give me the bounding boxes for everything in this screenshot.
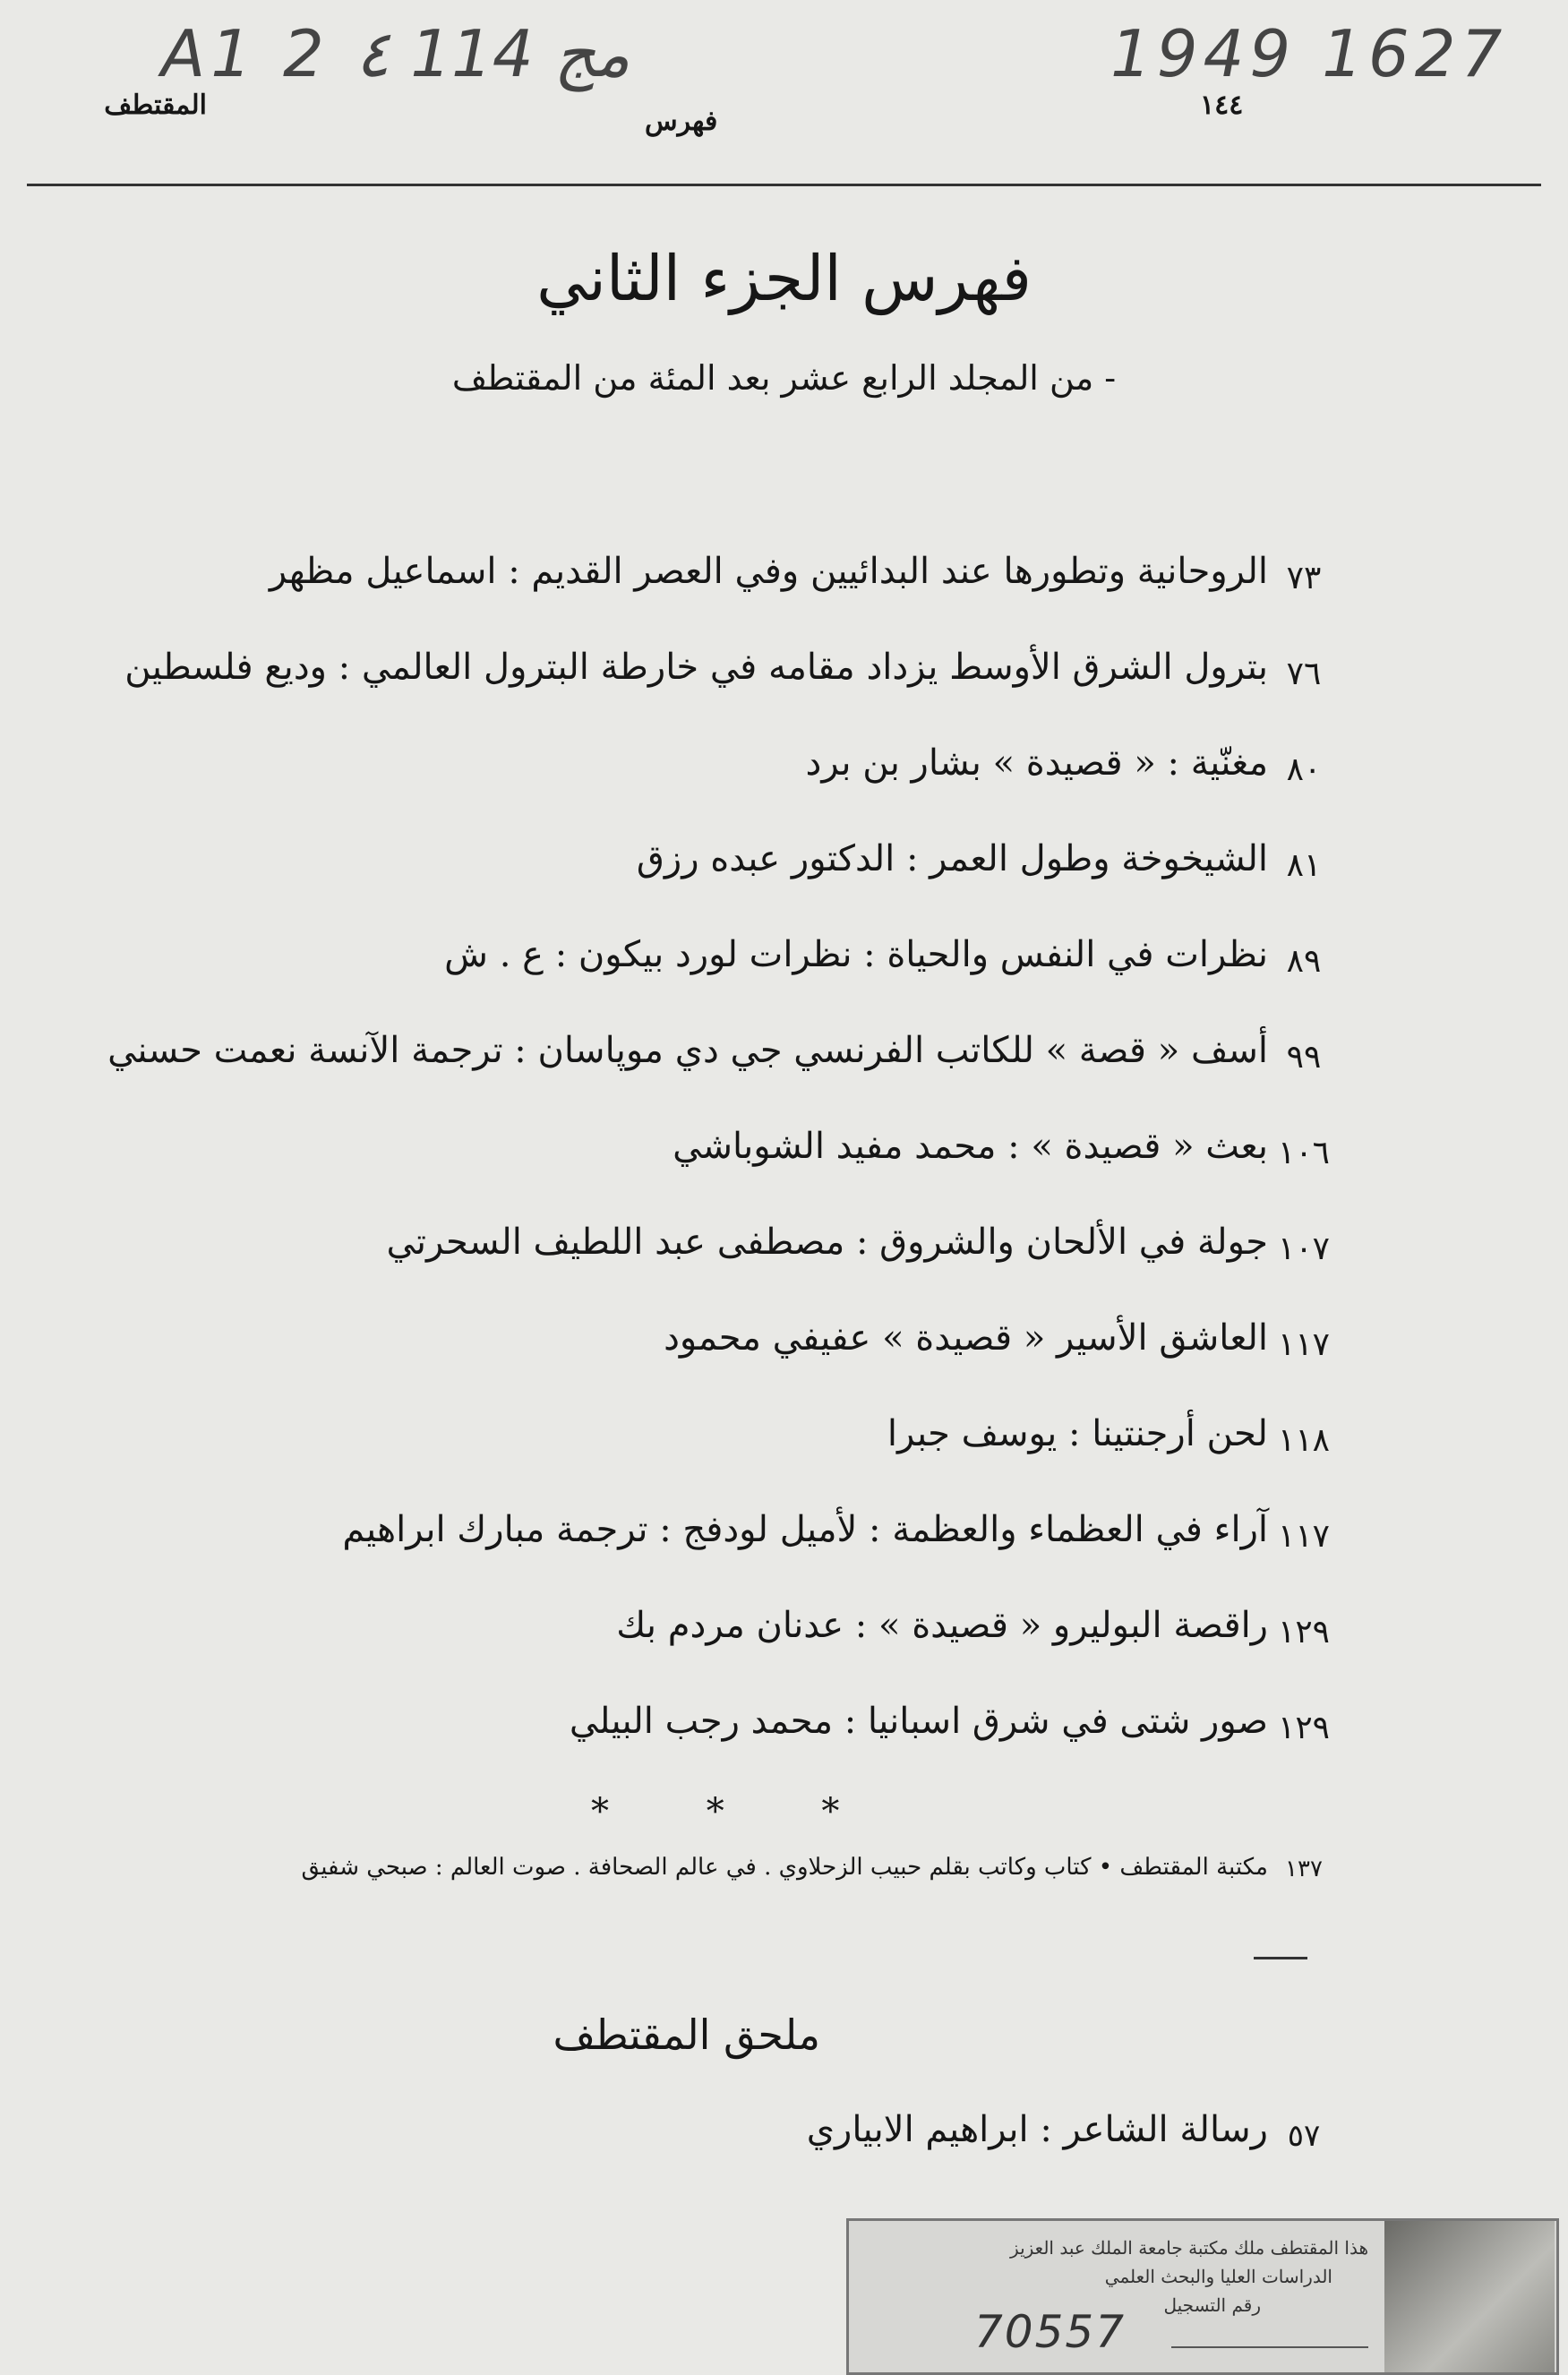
running-header-page-number: ١٤٤ [1200,90,1244,121]
toc-page-number: ١١٨ [1277,1422,1330,1459]
separator-dash [1254,1957,1307,1959]
toc-page-number: ٨٩ [1286,943,1322,980]
toc-entry [36,742,1568,838]
toc-page-number: ١٠٧ [1277,1230,1330,1267]
toc-entry-title: آراء في العظماء والعظمة : لأميل لودفج : ترجمة مبارك ابراهيم [342,1509,1268,1550]
toc-entry [36,1030,1568,1126]
library-stamp [846,2218,1559,2375]
toc-entry-title: مكتبة المقتطف • كتاب وكاتب بقلم حبيب الزحلاوي . في عالم الصحافة . صوت العالم : صبحي شفيق [301,1854,1268,1881]
toc-entry-title: العاشق الأسير « قصيدة » عفيفي محمود [664,1317,1268,1359]
toc-entry [36,647,1568,742]
table-of-contents [36,551,1568,1796]
toc-entry-title: الشيخوخة وطول العمر : الدكتور عبده رزق [636,838,1268,879]
toc-entry [36,1509,1568,1605]
header-rule [27,184,1541,186]
section-separator-stars: * * * [591,1791,883,1832]
running-header-section: فهرس [645,106,718,137]
toc-entry [36,934,1568,1030]
toc-entry-title: مغنّية : « قصيدة » بشار بن برد [805,742,1268,784]
toc-page-number: ١٢٩ [1277,1710,1330,1746]
toc-page-number: ٩٩ [1286,1039,1322,1076]
toc-entry [36,1701,1568,1796]
appendix-title: ملحق المقتطف [553,2011,820,2059]
toc-page-number: ٨١ [1286,847,1322,884]
toc-entry [36,1222,1568,1317]
appendix-entry [36,2109,1568,2181]
stamp-line: هذا المقتطف ملك مكتبة جامعة الملك عبد العزيز [1010,2237,1368,2259]
toc-entry-title: لحن أرجنتينا : يوسف جبرا [887,1413,1268,1454]
stamp-line: الدراسات العليا والبحث العلمي [1104,2266,1332,2287]
toc-entry-title: راقصة البوليرو « قصيدة » : عدنان مردم بك [616,1605,1268,1646]
toc-page-number: ١٢٩ [1277,1614,1330,1650]
toc-entry [36,1126,1568,1222]
toc-page-number: ١٣٧ [1285,1856,1323,1882]
stamp-shadow [1384,2221,1555,2372]
toc-entry-title: نظرات في النفس والحياة : نظرات لورد بيكون : ع . ش [444,934,1268,975]
toc-entry [36,1317,1568,1413]
toc-page-number: ٥٧ [1287,2118,1321,2154]
toc-entry [36,551,1568,647]
registration-number: 70557 [974,2306,1127,2358]
library-entry [18,1845,1568,1899]
toc-entry-title: جولة في الألحان والشروق : مصطفى عبد اللطيف السحرتي [386,1222,1268,1263]
toc-entry-title: الروحانية وتطورها عند البدائيين وفي العصر القديم : اسماعيل مظهر [269,551,1268,592]
page-title: فهرس الجزء الثاني [536,242,1032,315]
handwritten-call-number: A1 2 ٤ 114 مج [161,16,630,91]
stamp-field-line [1171,2346,1368,2348]
handwritten-accession: 1949 1627 [1110,16,1508,91]
toc-page-number: ١١٧ [1277,1518,1330,1555]
running-header-journal: المقتطف [104,90,207,121]
toc-page-number: ١١٧ [1277,1326,1330,1363]
toc-entry-title: أسف « قصة » للكاتب الفرنسي جي دي موپاسان : ترجمة الآنسة نعمت حسني [107,1030,1268,1071]
toc-page-number: ١٠٦ [1277,1135,1330,1171]
stamp-line: رقم التسجيل [1163,2294,1261,2316]
toc-entry [36,1605,1568,1701]
page-subtitle: - من المجلد الرابع عشر بعد المئة من المقتطف [451,358,1117,398]
toc-entry-title: صور شتى في شرق اسبانيا : محمد رجب البيلي [569,1701,1268,1742]
toc-entry-title: بعث « قصيدة » : محمد مفيد الشوباشي [673,1126,1268,1167]
toc-page-number: ٧٦ [1286,656,1322,692]
toc-entry [36,1413,1568,1509]
toc-page-number: ٧٣ [1286,560,1322,596]
toc-entry-title: بترول الشرق الأوسط يزداد مقامه في خارطة البترول العالمي : وديع فلسطين [124,647,1268,688]
toc-page-number: ٨٠ [1286,751,1322,788]
toc-entry-title: رسالة الشاعر : ابراهيم الابياري [806,2109,1268,2150]
toc-entry [36,838,1568,934]
